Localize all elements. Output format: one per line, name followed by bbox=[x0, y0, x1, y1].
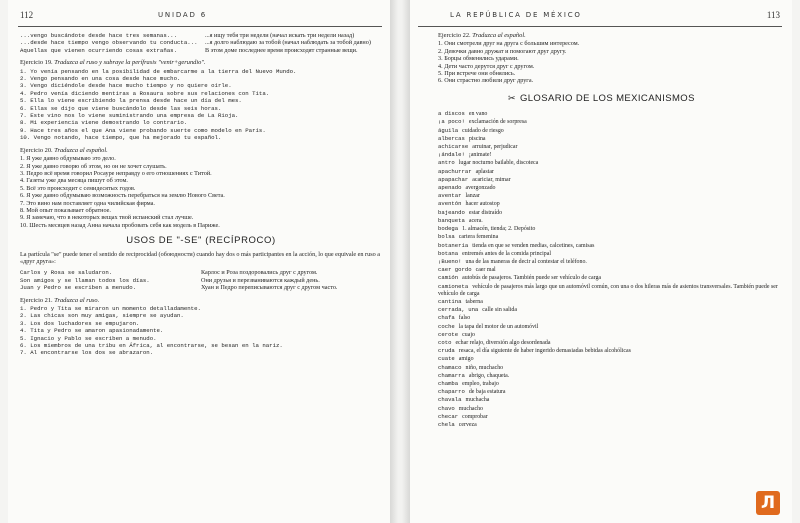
glossary-definition: 1. almacén, tienda; 2. Depósito bbox=[462, 226, 536, 233]
glossary-definition: amigo bbox=[458, 356, 474, 363]
list-item: 1. Они смотрели друг на друга с большим интересом. bbox=[438, 40, 580, 48]
list-item: 3. Los dos luchadores se empujaron. bbox=[20, 319, 140, 327]
list-item: 5. Ella lo viene escribiendo la prensa desde hace un día del mes. bbox=[20, 97, 242, 105]
recip-example bbox=[20, 284, 382, 291]
glossary-definition: caer mal bbox=[475, 267, 496, 274]
glossary-term: checar bbox=[438, 412, 459, 420]
glossary-entry bbox=[438, 143, 782, 151]
book-gutter bbox=[390, 0, 410, 523]
running-head: LA REPÚBLICA DE MÉXICO bbox=[450, 11, 582, 19]
glossary-entry bbox=[438, 355, 782, 363]
glossary-term: caer gordo bbox=[438, 266, 472, 274]
glossary-term: cruda bbox=[438, 347, 455, 355]
exercise-19-items bbox=[20, 68, 382, 142]
glossary-term: chafa bbox=[438, 314, 455, 322]
glossary-term: chamarra bbox=[438, 371, 465, 379]
list-item: 5. При встрече они обнялись. bbox=[438, 70, 516, 78]
right-page-header bbox=[410, 10, 792, 24]
page-number: 112 bbox=[20, 10, 34, 20]
example-ru: ...я долго наблюдаю за тобой (начал наблюдать за тобой давно) bbox=[205, 39, 371, 47]
glossary-term: ¡ándale! bbox=[438, 151, 465, 159]
glossary-entry bbox=[438, 258, 782, 266]
example-ru: Карлос и Роза поздоровались друг с другом. bbox=[201, 269, 318, 277]
header-rule bbox=[18, 26, 382, 27]
glossary-definition: estar distraído bbox=[468, 209, 503, 216]
glossary-definition: muchacho bbox=[458, 405, 484, 412]
glossary-entry bbox=[438, 298, 782, 306]
exercise-instruction: Traduzca al ruso. bbox=[54, 296, 100, 304]
glossary-entry bbox=[438, 176, 782, 184]
glossary-term: cantina bbox=[438, 297, 462, 305]
list-item: 6. Я уже давно обдумываю возможность перебраться на землю Нового Света. bbox=[20, 192, 225, 200]
glossary-term: cuate bbox=[438, 355, 455, 363]
glossary-definition: cerveza bbox=[458, 421, 477, 428]
glossary-term: coto bbox=[438, 338, 452, 346]
glossary-heading: GLOSARIO DE LOS MEXICANISMOS bbox=[519, 92, 695, 104]
glossary-list bbox=[438, 110, 782, 429]
glossary-entry bbox=[438, 372, 782, 380]
glossary-term: apenado bbox=[438, 184, 462, 192]
glossary-term: bolsa bbox=[438, 233, 455, 241]
recip-paragraph: La partícula "se" puede tener el sentido de reciprocidad (обоюдности) cuando hay dos o más participantes en la acción, lo que equivale en ruso a «друг друга»: bbox=[20, 250, 380, 265]
glossary-term: apapachar bbox=[438, 175, 469, 183]
glossary-term: chaparro bbox=[438, 388, 465, 396]
glossary-entry bbox=[438, 242, 782, 250]
publisher-logo: Л bbox=[756, 491, 780, 515]
list-item: 1. Pedro y Tita se miraron un momento detalladamente. bbox=[20, 305, 201, 312]
glossary-definition: aplastar bbox=[475, 168, 494, 175]
glossary-term: chavala bbox=[438, 396, 462, 404]
example-es: Son amigos y se llaman todos los días. bbox=[20, 276, 150, 284]
header-rule bbox=[418, 26, 782, 27]
glossary-definition: hacer autostop bbox=[465, 201, 500, 208]
list-item: 10. Шесть месяцев назад Анна начала пробовать себя как модель в Париже. bbox=[20, 221, 220, 229]
glossary-entry bbox=[438, 250, 782, 258]
glossary-term: antro bbox=[438, 159, 455, 167]
glossary-entry bbox=[438, 192, 782, 200]
exercise-label: Ejercicio 21. bbox=[20, 296, 55, 304]
list-item: 5. Ignacio y Pablo se escriben a menudo. bbox=[20, 334, 157, 342]
glossary-entry bbox=[438, 168, 782, 176]
glossary-term: a discos bbox=[438, 110, 465, 118]
glossary-term: albercas bbox=[438, 134, 465, 142]
glossary-definition: calle sin salida bbox=[482, 307, 517, 314]
list-item: 6. Они страстно любили друг друга. bbox=[438, 77, 534, 85]
glossary-definition: empleo, trabajo bbox=[462, 380, 499, 387]
glossary-entry bbox=[438, 159, 782, 167]
list-item: 9. Я замечаю, что в некоторых вещах твой испанский стал лучше. bbox=[20, 214, 194, 222]
glossary-term: chavo bbox=[438, 404, 455, 412]
left-page-header bbox=[8, 10, 390, 24]
list-item: 4. Pedro venía diciendo mentiras a Rosaura sobre sus relaciones con Tita. bbox=[20, 89, 270, 97]
list-item: 1. Я уже давно обдумываю это дело. bbox=[20, 155, 116, 163]
glossary-entry bbox=[438, 127, 782, 135]
intro-examples bbox=[20, 32, 382, 54]
glossary-definition: cartera femenina bbox=[458, 234, 499, 241]
glossary-entry bbox=[438, 110, 782, 118]
page-number: 113 bbox=[766, 10, 780, 20]
glossary-term: camión bbox=[438, 274, 459, 282]
left-page bbox=[8, 0, 390, 523]
list-item: 2. Vengo pensando en una cosa desde hace mucho. bbox=[20, 75, 181, 83]
list-item: 5. Всё это происходит с семидесятых годов. bbox=[20, 184, 136, 192]
glossary-definition: lugar nocturno bailable, discoteca bbox=[458, 160, 539, 167]
section-title: USOS DE "-SE" (RECÍPROCO) bbox=[126, 235, 276, 247]
glossary-entry bbox=[438, 118, 782, 126]
list-item: 3. Борцы обменялись ударами. bbox=[438, 55, 519, 63]
exercise-22-title bbox=[438, 32, 782, 39]
glossary-entry bbox=[438, 233, 782, 241]
exercise-19-title bbox=[20, 59, 382, 66]
recip-example bbox=[20, 269, 382, 276]
list-item: 4. Tita y Pedro se amaron apasionadamente. bbox=[20, 327, 164, 335]
list-item: 4. Газеты уже два месяца пишут об этом. bbox=[20, 177, 128, 185]
glossary-definition: acariciar, mimar bbox=[472, 176, 511, 183]
right-content bbox=[438, 32, 782, 523]
glossary-entry bbox=[438, 314, 782, 322]
right-page bbox=[410, 0, 792, 523]
glossary-entry bbox=[438, 283, 782, 298]
example-es: Carlos y Rosa se saludaron. bbox=[20, 269, 113, 277]
glossary-definition: cuidado de riesgo bbox=[462, 127, 504, 134]
glossary-entry bbox=[438, 347, 782, 355]
glossary-definition: tienda en que se venden medias, calcetines, camisas bbox=[472, 242, 595, 249]
example-ru: Они друзья и перезваниваются каждый день. bbox=[201, 276, 320, 284]
glossary-definition: taberna bbox=[465, 298, 483, 305]
glossary-entry bbox=[438, 380, 782, 388]
glossary-definition: niño, muchacho bbox=[465, 364, 504, 371]
glossary-entry bbox=[438, 364, 782, 372]
list-item: 7. Al encontrarse los dos se abrazaron. bbox=[20, 349, 154, 357]
glossary-term: bajeando bbox=[438, 208, 465, 216]
list-item: 7. Это вино нам поставляет одна чилийская фирма. bbox=[20, 199, 155, 207]
glossary-entry bbox=[438, 323, 782, 331]
glossary-entry bbox=[438, 151, 782, 159]
intro-line bbox=[20, 39, 382, 46]
exercise-instruction: Traduzca al español. bbox=[54, 146, 108, 154]
example-es: ...desde hace tiempo vengo observando tu conducta... bbox=[20, 39, 197, 47]
glossary-entry bbox=[438, 405, 782, 413]
list-item: 10. Vengo notando, hace tiempo, que ha mejorado tu español. bbox=[20, 134, 222, 142]
glossary-term: achicarse bbox=[438, 143, 469, 151]
glossary-entry bbox=[438, 266, 782, 274]
glossary-definition: la tapa del motor de un automóvil bbox=[458, 323, 539, 330]
exercise-instruction: Traduzca al español. bbox=[472, 32, 526, 39]
example-es: Juan y Pedro se escriben a menudo. bbox=[20, 284, 137, 292]
list-item: 2. Я уже давно говорю об этом, но он не хочет слушать. bbox=[20, 162, 167, 170]
glossary-definition: comprobar bbox=[462, 413, 488, 420]
exercise-21-title bbox=[20, 297, 382, 304]
glossary-entry bbox=[438, 209, 782, 217]
glossary-definition: acera. bbox=[468, 217, 483, 224]
glossary-term: chamba bbox=[438, 379, 459, 387]
list-item: 6. Los miembros de una tribu en África, al encontrarse, se besan en la nariz. bbox=[20, 342, 283, 350]
glossary-entry bbox=[438, 274, 782, 282]
glossary-term: chamaco bbox=[438, 363, 462, 371]
glossary-definition: arruinar, perjudicar bbox=[472, 144, 518, 151]
list-item: 3. Педро всё время говорил Росауре неправду о его отношениях с Титой. bbox=[20, 169, 212, 177]
list-item: 9. Hace tres años el que Ana viene probando suerte como modelo en París. bbox=[20, 126, 266, 134]
glossary-entry bbox=[438, 217, 782, 225]
glossary-title bbox=[508, 92, 782, 104]
list-item: 8. Mi experiencia viene demostrando lo contrario. bbox=[20, 119, 188, 127]
glossary-definition: echar relajo, diversión algo desordenada bbox=[455, 339, 551, 346]
list-item: 8. Мой опыт показывает обратное. bbox=[20, 206, 111, 214]
exercise-20-items bbox=[20, 155, 382, 229]
example-ru: В этом доме последнее время происходят странные вещи. bbox=[205, 46, 358, 54]
recip-examples bbox=[20, 269, 382, 291]
glossary-definition: de baja estatura bbox=[468, 389, 506, 396]
glossary-term: banqueta bbox=[438, 216, 465, 224]
glossary-definition: cuajo bbox=[462, 331, 475, 338]
glossary-definition: exclamación de sorpresa bbox=[468, 119, 527, 126]
glossary-entry bbox=[438, 396, 782, 404]
glossary-definition: falso bbox=[458, 315, 471, 322]
glossary-entry bbox=[438, 184, 782, 192]
glossary-term: cerote bbox=[438, 330, 459, 338]
example-es: Aquellas que vienen ocurriendo cosas extrañas. bbox=[20, 46, 178, 54]
list-item: 2. Девочки давно дружат и помогают друг другу. bbox=[438, 47, 567, 55]
exercise-21-items bbox=[20, 305, 382, 357]
list-item: 2. Las chicas son muy amigas, siempre se ayudan. bbox=[20, 312, 184, 320]
glossary-term: aventón bbox=[438, 200, 462, 208]
exercise-20-title bbox=[20, 147, 382, 154]
scissors-icon: ✂ bbox=[508, 92, 516, 103]
glossary-term: ¡Bueno! bbox=[438, 257, 462, 265]
glossary-term: cerrada, una bbox=[438, 306, 479, 314]
glossary-definition: avergonzado bbox=[465, 185, 496, 192]
glossary-definition: una de las maneras de decir al contestar el teléfono. bbox=[465, 258, 587, 265]
recip-example bbox=[20, 277, 382, 284]
glossary-entry bbox=[438, 388, 782, 396]
glossary-term: botana bbox=[438, 249, 459, 257]
glossary-entry bbox=[438, 339, 782, 347]
exercise-22-items bbox=[438, 40, 782, 84]
exercise-instruction: Traduzca al ruso y subraye la perífrasis "venir+gerundio". bbox=[54, 59, 206, 67]
glossary-entry bbox=[438, 421, 782, 429]
example-ru: ...я ищу тебя три недели (начал искать три недели назад) bbox=[205, 32, 355, 39]
glossary-term: bodega bbox=[438, 225, 459, 233]
list-item: 7. Este vino nos lo viene suministrando una empresa de La Rioja. bbox=[20, 112, 239, 120]
glossary-definition: muchacha bbox=[465, 397, 490, 404]
glossary-definition: resaca, el día siguiente de haber ingerido demasiadas bebidas alcohólicas bbox=[458, 348, 631, 355]
glossary-term: botanería bbox=[438, 241, 469, 249]
glossary-entry bbox=[438, 413, 782, 421]
list-item: 3. Vengo diciéndole desde hace mucho tiempo y no quiere oírle. bbox=[20, 82, 232, 90]
glossary-entry bbox=[438, 200, 782, 208]
glossary-term: ¡a poco! bbox=[438, 118, 465, 126]
intro-line bbox=[20, 47, 382, 54]
glossary-definition: lanzar bbox=[465, 193, 480, 200]
exercise-label: Ejercicio 20. bbox=[20, 146, 55, 154]
glossary-term: apachurrar bbox=[438, 167, 472, 175]
left-content bbox=[20, 32, 382, 523]
glossary-definition: en vano bbox=[468, 111, 488, 118]
glossary-term: camioneta bbox=[438, 282, 469, 290]
glossary-definition: abrigo, chaqueta. bbox=[468, 372, 510, 379]
list-item: 6. Ellas se dijo que viene buscándolo desde las seis horas. bbox=[20, 104, 222, 112]
example-ru: Хуан и Педро переписываются друг с другом часто. bbox=[201, 284, 338, 292]
glossary-term: águila bbox=[438, 126, 459, 134]
intro-line bbox=[20, 32, 382, 39]
exercise-label: Ejercicio 19. bbox=[20, 59, 55, 67]
glossary-entry bbox=[438, 306, 782, 314]
example-es: ...vengo buscándote desde hace tres semanas... bbox=[20, 32, 178, 39]
glossary-term: coche bbox=[438, 322, 455, 330]
glossary-term: chela bbox=[438, 420, 455, 428]
glossary-definition: vehículo de pasajeros más largo que un automóvil común, con una o dos hileras más de asientos transversales. También puede ser vehículo de carga bbox=[438, 283, 778, 297]
glossary-entry bbox=[438, 331, 782, 339]
glossary-definition: ¡animate! bbox=[468, 152, 492, 159]
exercise-label: Ejercicio 22. bbox=[438, 32, 473, 39]
glossary-entry bbox=[438, 225, 782, 233]
glossary-entry bbox=[438, 135, 782, 143]
list-item: 4. Дети часто дерутся друг с другом. bbox=[438, 62, 535, 70]
glossary-term: aventar bbox=[438, 192, 462, 200]
glossary-definition: piscina bbox=[468, 135, 486, 142]
glossary-definition: entremés antes de la comida principal bbox=[462, 250, 551, 257]
running-head: UNIDAD 6 bbox=[158, 11, 207, 19]
glossary-definition: autobús de pasajeros. También puede ser vehículo de carga bbox=[462, 275, 602, 282]
list-item: 1. Yo venía pensando en la posibilidad de embarcarme a la tierra del Nuevo Mundo. bbox=[20, 67, 297, 75]
